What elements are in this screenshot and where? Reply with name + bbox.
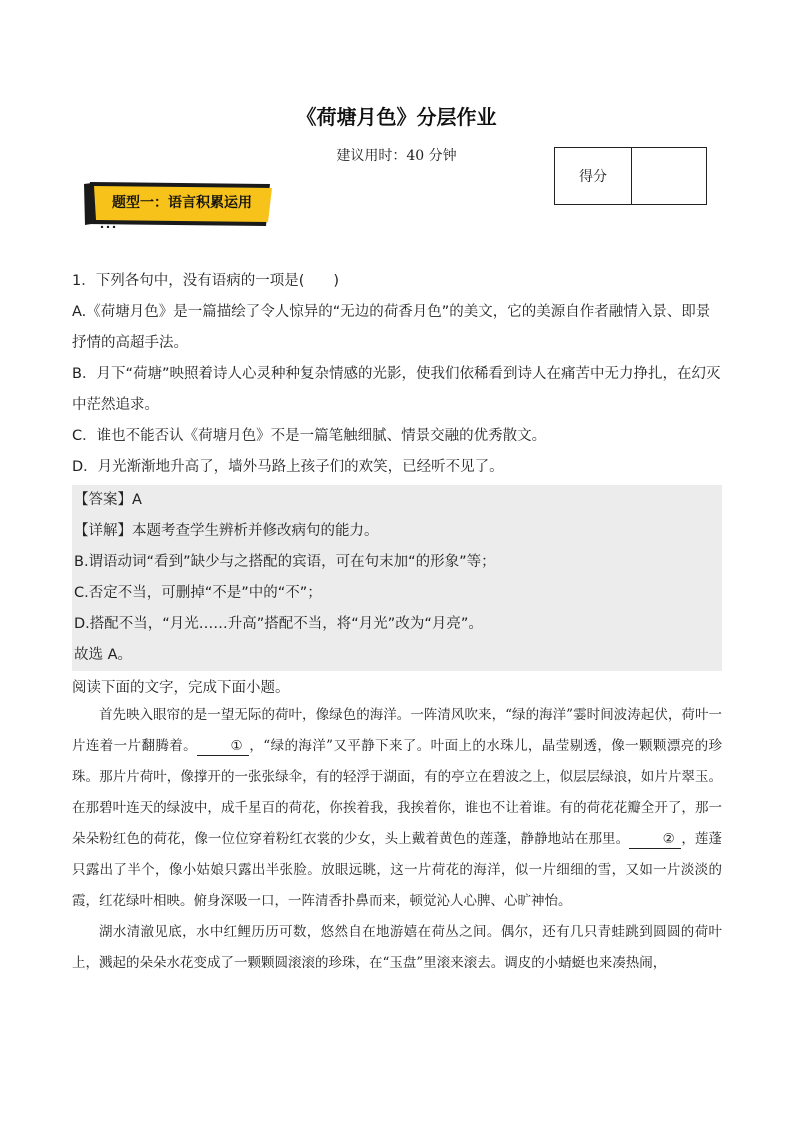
section-banner [82, 180, 274, 228]
score-box [554, 147, 707, 205]
passage-text-1b: ，“绿的海洋”又平静下来了。叶面上的水珠儿，晶莹剔透，像一颗颗漂亮的珍珠。那片片荷叶，像撑开的一张张绿伞，有的轻浮于湖面，有的亭立在碧波之上，似层层绿浪，如片片翠玉。在那碧叶连天的绿波中，成千星百的荷花，你挨着我，我挨着你，谁也不让着谁。有的荷花花瓣全开了，那一朵朵粉红色的荷花，像一位位穿着粉红衣裳的少女，头上戴着黄色的莲蓬，静静地站在那里。 [72, 738, 722, 847]
option-b: B．月下“荷塘”映照着诗人心灵种种复杂情感的光影，使我们依稀看到诗人在痛苦中无力挣扎，在幻灭中茫然追求。 [72, 366, 721, 413]
explain-b: B.谓语动词“看到”缺少与之搭配的宾语，可在句末加“的形象”等； [74, 554, 496, 570]
blank-2: ② [629, 830, 681, 849]
reading-instruction: 阅读下面的文字，完成下面小题。 [72, 680, 290, 696]
answer-box [72, 485, 722, 671]
question-section [72, 266, 722, 704]
option-a: A.《荷塘月色》是一篇描绘了令人惊异的“无边的荷香月色”的美文，它的美源自作者融情入景、即景抒情的高超手法。 [72, 304, 711, 351]
option-c: C．谁也不能否认《荷塘月色》不是一篇笔触细腻、情景交融的优秀散文。 [72, 428, 547, 444]
passage-paragraph-2: 湖水清澈见底，水中红鲤历历可数，悠然自在地游嬉在荷丛之间。偶尔，还有几只青蛙跳到圆圆的荷叶上，溅起的朵朵水花变成了一颗颗圆滚滚的珍珠，在“玉盘”里滚来滚去。调皮的小蜻蜓也来凑热闹， [72, 924, 722, 971]
passage-text-1a: 首先映入眼帘的是一望无际的荷叶，像绿色的海洋。一阵清风吹来，“绿的海洋”霎时间波涛起伏，荷叶一片连着一片翻腾着。 [72, 707, 722, 754]
passage-paragraph-1 [72, 700, 722, 917]
explain-d: D.搭配不当，“月光……升高”搭配不当，将“月光”改为“月亮”。 [74, 616, 483, 632]
score-value-cell[interactable] [632, 148, 707, 205]
detail-line: 【详解】本题考查学生辨析并修改病句的能力。 [74, 523, 379, 539]
page-title: 《荷塘月色》分层作业 [296, 105, 497, 129]
suggested-time: 建议用时：40 分钟 [336, 148, 457, 164]
answer-conclusion: 故选 A。 [74, 647, 133, 663]
explain-c: C.否定不当，可删掉“不是”中的“不”； [74, 585, 322, 601]
reading-passage [72, 700, 722, 979]
blank-1: ① [197, 737, 249, 756]
banner-label: 题型一：语言积累运用 [112, 195, 252, 211]
passage-text-1c: ，莲蓬只露出了半个，像小姑娘只露出半张脸。放眼远眺，这一片荷花的海洋，似一片细细的雪，又如一片淡淡的霞，红花绿叶相映。俯身深吸一口，一阵清香扑鼻而来，顿觉沁人心脾、心旷神怡。 [72, 831, 723, 909]
option-d: D．月光渐渐地升高了，墙外马路上孩子们的欢笑，已经听不见了。 [72, 459, 504, 475]
answer-line: 【答案】A [74, 492, 142, 508]
question-stem: 1．下列各句中，没有语病的一项是( ) [72, 273, 340, 289]
score-label: 得分 [555, 148, 632, 205]
